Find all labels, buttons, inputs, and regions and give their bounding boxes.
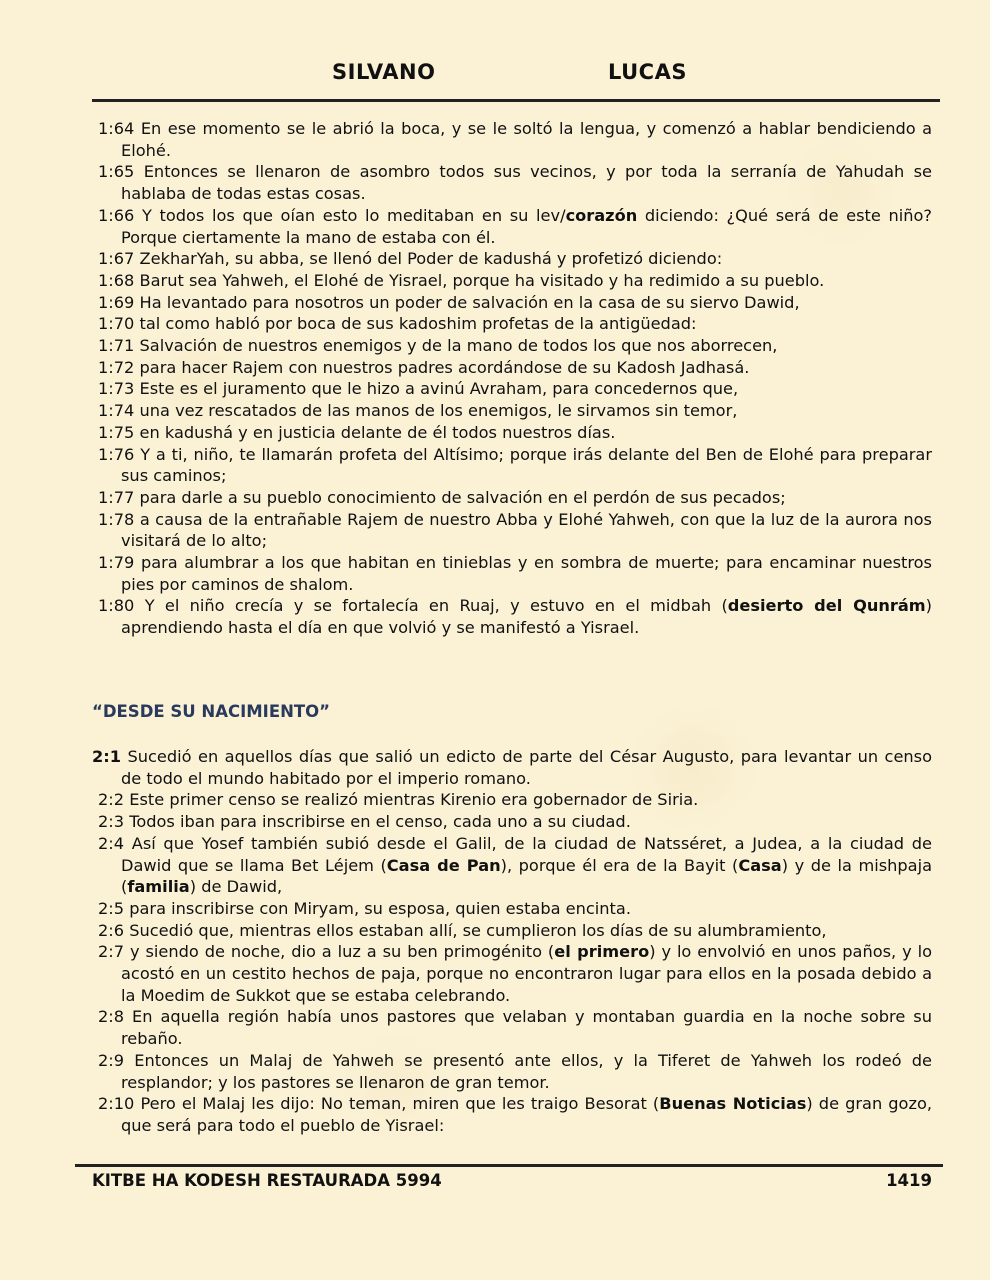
verse-text: tal como habló por boca de sus kadoshim profetas de la antigüedad: [139, 314, 697, 334]
verse-text: para hacer Rajem con nuestros padres acordándose de su Kadosh Jadhasá. [139, 357, 750, 377]
verse-emphasis: desierto del Qunrám [727, 596, 926, 616]
verse-emphasis: corazón [565, 205, 638, 225]
verse-text: para inscribirse con Miryam, su esposa, quien estaba encinta. [129, 898, 631, 918]
verse-emphasis: Casa [738, 855, 782, 875]
verse [98, 898, 932, 920]
verse-number: 2:7 [98, 942, 125, 962]
running-header [0, 58, 990, 90]
verse-text: Sucedió en aquellos días que salió un edicto de parte del César Augusto, para levantar un censo de todo el mundo habitado por el imperio romano. [121, 747, 933, 788]
verse [98, 1006, 932, 1049]
verse-text: diciendo: ¿Qué será de este niño? Porque ciertamente la mano de estaba con él. [121, 205, 932, 247]
verse-text: Todos iban para inscribirse en el censo, cada uno a su ciudad. [129, 812, 631, 832]
verse [98, 509, 932, 552]
verse-emphasis: el primero [554, 942, 650, 962]
verse [98, 270, 932, 292]
verse [98, 552, 932, 595]
verse-text: ) y lo envolvió en unos paños, y lo acostó en un cestito hechos de paja, porque no encontraron lugar para ellos en la posada debido a la Moedim de Sukkot que se estaba celebrando. [121, 942, 932, 1005]
verse [98, 378, 932, 400]
verse-number: 1:69 [98, 292, 135, 312]
verse [98, 833, 932, 898]
verse [98, 335, 932, 357]
verse [98, 1093, 932, 1136]
verse [98, 292, 932, 314]
verse-text: Y a ti, niño, te llamarán profeta del Altísimo; porque irás delante del Ben de Elohé para preparar sus caminos; [121, 444, 932, 486]
verse-text: una vez rescatados de las manos de los enemigos, le sirvamos sin temor, [139, 401, 738, 421]
verse-text: Ha levantado para nosotros un poder de salvación en la casa de su siervo Dawid, [139, 292, 800, 312]
verse-text: Así que Yosef también subió desde el Galil, de la ciudad de Natsséret, a Judea, a la ciudad de Dawid que se llama Bet Léjem ( [121, 833, 932, 875]
verse [98, 118, 932, 161]
verse-number: 1:75 [98, 422, 135, 442]
verse-number: 1:77 [98, 487, 135, 507]
verse-text: a causa de la entrañable Rajem de nuestro Abba y Elohé Yahweh, con que la luz de la aurora nos visitará de lo alto; [121, 509, 932, 551]
verse [98, 920, 932, 942]
verse-number: 2:6 [98, 920, 125, 940]
verse-text: ), porque él era de la Bayit ( [500, 855, 739, 875]
verse [98, 248, 932, 270]
verse-number: 2:10 [98, 1094, 135, 1114]
verse-text: Entonces un Malaj de Yahweh se presentó ante ellos, y la Tiferet de Yahweh los rodeó de resplandor; y los pastores se llenaron de gran temor. [121, 1050, 932, 1092]
verse [98, 400, 932, 422]
verse-text: Barut sea Yahweh, el Elohé de Yisrael, porque ha visitado y ha redimido a su pueblo. [139, 270, 825, 290]
verse [98, 313, 932, 335]
verse-number: 1:64 [98, 119, 135, 138]
verse-text: En ese momento se le abrió la boca, y se le soltó la lengua, y comenzó a hablar bendiciendo a Elohé. [121, 119, 933, 160]
verse-text: y siendo de noche, dio a luz a su ben primogénito ( [129, 942, 555, 962]
header-rule [92, 99, 940, 102]
verse-number: 1:74 [98, 401, 135, 421]
verse-number: 1:70 [98, 314, 135, 334]
verse [98, 941, 932, 1006]
verse-text: en kadushá y en justicia delante de él todos nuestros días. [139, 422, 616, 442]
verse-number: 1:76 [98, 444, 135, 464]
verse-emphasis: Buenas Noticias [659, 1094, 807, 1114]
verse-text: Y todos los que oían esto lo meditaban en su lev/ [141, 205, 566, 225]
verse-text: Sucedió que, mientras ellos estaban allí, se cumplieron los días de su alumbramiento, [129, 920, 827, 940]
header-book: LUCAS [608, 60, 687, 84]
verse [98, 444, 932, 487]
verse-number: 2:8 [98, 1007, 125, 1027]
verse-text: Pero el Malaj les dijo: No teman, miren que les traigo Besorat ( [140, 1094, 660, 1114]
verse-number: 1:79 [98, 553, 135, 573]
header-author: SILVANO [332, 60, 436, 84]
verse-number: 1:67 [98, 249, 135, 269]
verse-number: 1:71 [98, 336, 135, 356]
verse-text: Salvación de nuestros enemigos y de la mano de todos los que nos aborrecen, [139, 336, 778, 356]
verse-number: 1:78 [98, 509, 135, 529]
verse-text: para alumbrar a los que habitan en tinieblas y en sombra de muerte; para encaminar nuestros pies por caminos de shalom. [121, 553, 932, 594]
verse [98, 1050, 932, 1093]
verse [98, 595, 932, 638]
verse-text: En aquella región había unos pastores que velaban y montaban guardia en la noche sobre su rebaño. [121, 1007, 932, 1049]
verse-number: 1:73 [98, 379, 135, 399]
verse-text: ) de Dawid, [189, 877, 283, 897]
footer-title: KITBE HA KODESH RESTAURADA 5994 [92, 1171, 442, 1190]
verse-text: para darle a su pueblo conocimiento de salvación en el perdón de sus pecados; [139, 487, 786, 507]
verse-text: ZekharYah, su abba, se llenó del Poder de kadushá y profetizó diciendo: [139, 249, 723, 269]
verse-emphasis: Casa de Pan [386, 855, 501, 875]
verse-text: Y el niño crecía y se fortalecía en Ruaj, y estuvo en el midbah ( [144, 596, 728, 616]
verse [98, 161, 932, 204]
verse-number: 1:80 [98, 596, 135, 616]
verse-emphasis: familia [127, 877, 190, 897]
verse [98, 422, 932, 444]
verse-text: Este es el juramento que le hizo a avinú Avraham, para concedernos que, [139, 379, 739, 399]
verse-text: ) aprendiendo hasta el día en que volvió y se manifestó a Yisrael. [121, 596, 932, 638]
verse-number: 2:1 [92, 747, 121, 766]
verse-number: 2:2 [98, 790, 125, 810]
verse-number: 2:9 [98, 1050, 125, 1070]
verse-text: Entonces se llenaron de asombro todos sus vecinos, y por toda la serranía de Yahudah se hablaba de todas estas cosas. [121, 162, 932, 204]
verse [98, 357, 932, 379]
verse-number: 1:68 [98, 270, 135, 290]
verse-number: 2:3 [98, 812, 125, 832]
chapter-2-verses [92, 746, 932, 1137]
verse [98, 487, 932, 509]
verse-number: 1:65 [98, 162, 135, 182]
verse [98, 811, 932, 833]
chapter-1-verses [98, 118, 932, 639]
footer-rule [75, 1164, 943, 1167]
verse-number: 1:72 [98, 357, 135, 377]
verse [98, 789, 932, 811]
section-heading: “DESDE SU NACIMIENTO” [92, 702, 331, 721]
verse-number: 1:66 [98, 205, 135, 225]
verse-number: 2:5 [98, 898, 125, 918]
verse [92, 746, 932, 789]
page-number: 1419 [886, 1171, 932, 1190]
verse-number: 2:4 [98, 833, 125, 853]
verse-text: ) y de la mishpaja ( [121, 855, 933, 897]
verse-text: ) de gran gozo, que será para todo el pueblo de Yisrael: [121, 1094, 933, 1135]
verse [98, 205, 932, 248]
verse-text: Este primer censo se realizó mientras Kirenio era gobernador de Siria. [129, 790, 699, 810]
